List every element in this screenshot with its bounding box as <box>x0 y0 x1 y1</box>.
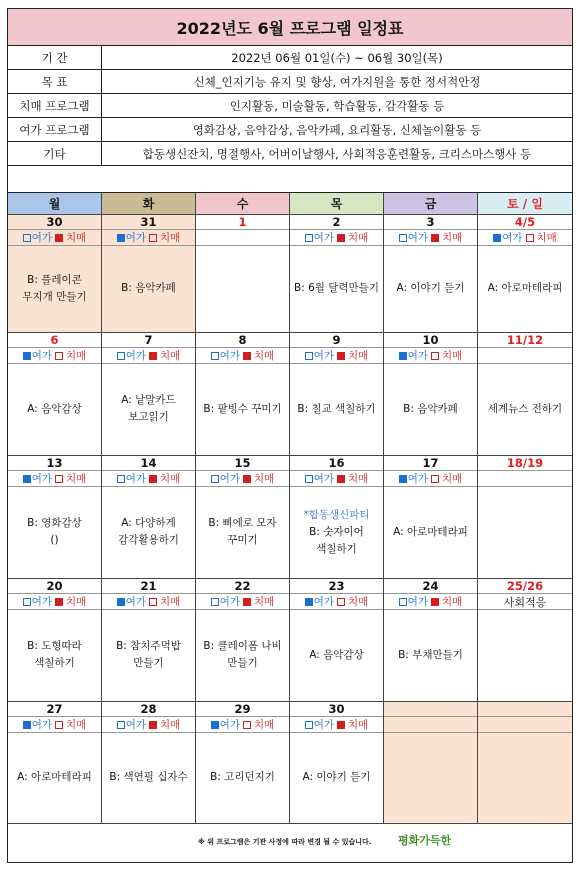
day-cell <box>8 215 102 333</box>
program-type-tag <box>102 717 195 733</box>
dementia-checkbox-icon <box>55 234 63 242</box>
info-row <box>8 118 572 142</box>
day-cell <box>478 456 572 579</box>
dementia-label: 치매 <box>160 473 181 485</box>
leisure-checkbox-icon <box>211 598 219 606</box>
program-type-tag <box>196 230 289 246</box>
activity-text: B: 칠교 색칠하기 <box>297 402 376 415</box>
day-number: 11/12 <box>478 333 572 348</box>
program-type-tag <box>478 230 572 246</box>
dementia-checkbox-icon <box>243 352 251 360</box>
dementia-checkbox-icon <box>243 475 251 483</box>
info-value: 영화감상, 음악감상, 음악카페, 요리활동, 신체놀이활동 등 <box>192 122 482 137</box>
leisure-checkbox-icon <box>399 352 407 360</box>
program-type-tag <box>290 348 383 364</box>
dementia-label: 치매 <box>442 350 463 362</box>
day-cell <box>384 215 478 333</box>
program-type-tag <box>8 594 101 610</box>
leisure-label: 여가 <box>31 473 52 485</box>
activity-text <box>478 733 572 822</box>
week-row <box>8 702 572 824</box>
info-row <box>8 94 572 118</box>
day-cell <box>384 456 478 579</box>
program-type-tag <box>196 348 289 364</box>
day-number <box>478 702 572 717</box>
activity-text: B: 클레이폼 나비 만들기 <box>203 640 282 669</box>
day-cell <box>290 579 384 702</box>
dementia-label: 치매 <box>442 473 463 485</box>
leisure-label: 여가 <box>407 473 428 485</box>
day-cell <box>102 579 196 702</box>
day-cell <box>102 702 196 824</box>
leisure-checkbox-icon <box>23 721 31 729</box>
day-cell <box>196 333 290 456</box>
day-number: 15 <box>196 456 289 471</box>
info-label: 기 간 <box>8 46 102 69</box>
leisure-checkbox-icon <box>399 475 407 483</box>
leisure-label: 여가 <box>219 473 240 485</box>
day-cell <box>290 333 384 456</box>
day-cell <box>102 456 196 579</box>
day-number: 2 <box>290 215 383 230</box>
leisure-checkbox-icon <box>211 475 219 483</box>
dementia-label: 치매 <box>66 232 87 244</box>
info-value: 2022년 06월 01일(수) ~ 06월 30일(목) <box>231 50 443 65</box>
leisure-label: 여가 <box>125 473 146 485</box>
dementia-checkbox-icon <box>431 234 439 242</box>
program-type-tag <box>196 594 289 610</box>
day-number: 3 <box>384 215 477 230</box>
day-cell <box>102 333 196 456</box>
info-label: 치매 프로그램 <box>8 94 102 117</box>
leisure-label: 여가 <box>125 719 146 731</box>
day-number: 6 <box>8 333 101 348</box>
footer-notice: ※ 위 프로그램은 기관 사정에 따라 변경 될 수 있습니다. <box>198 838 372 846</box>
activity-label: B: 숫자이어 색칠하기 <box>309 525 364 555</box>
dementia-checkbox-icon <box>337 475 345 483</box>
weekday-header <box>8 193 572 215</box>
day-cell <box>384 579 478 702</box>
dementia-label: 치매 <box>536 232 557 244</box>
program-type-tag <box>478 348 572 364</box>
day-cell <box>478 702 572 824</box>
dementia-label: 치매 <box>160 596 181 608</box>
leisure-label: 여가 <box>407 350 428 362</box>
program-type-tag: 사회적응 <box>478 594 572 610</box>
event-note: *합동생신파티 <box>303 508 370 521</box>
dementia-label: 치매 <box>254 719 275 731</box>
program-type-tag <box>196 471 289 487</box>
leisure-checkbox-icon <box>23 234 31 242</box>
dementia-label: 치매 <box>160 350 181 362</box>
day-number: 9 <box>290 333 383 348</box>
leisure-label: 여가 <box>219 350 240 362</box>
leisure-checkbox-icon <box>305 721 313 729</box>
leisure-checkbox-icon <box>117 598 125 606</box>
program-type-tag <box>478 717 572 733</box>
dementia-checkbox-icon <box>149 721 157 729</box>
activity-text: B: 음악카페 <box>403 402 458 415</box>
activity-text <box>478 610 572 700</box>
day-cell <box>196 456 290 579</box>
page-title: 2022년도 6월 프로그램 일정표 <box>8 9 572 46</box>
week-row <box>8 579 572 702</box>
day-number: 10 <box>384 333 477 348</box>
program-type-tag <box>290 594 383 610</box>
day-number <box>384 702 477 717</box>
day-cell <box>8 702 102 824</box>
dementia-label: 치매 <box>66 350 87 362</box>
program-type-tag <box>8 348 101 364</box>
day-number: 27 <box>8 702 101 717</box>
weekday-header-cell: 토 / 일 <box>478 193 572 215</box>
activity-text: A: 음악감상 <box>309 648 364 661</box>
leisure-checkbox-icon <box>493 234 501 242</box>
activity-text: B: 영화감상 () <box>27 517 82 546</box>
leisure-label: 여가 <box>219 719 240 731</box>
dementia-label: 치매 <box>348 232 369 244</box>
day-cell <box>8 333 102 456</box>
program-type-tag <box>102 348 195 364</box>
day-cell <box>196 215 290 333</box>
leisure-checkbox-icon <box>399 234 407 242</box>
day-number: 24 <box>384 579 477 594</box>
activity-text: B: 참치주먹밥 만들기 <box>116 640 181 669</box>
info-table <box>8 46 572 166</box>
day-cell <box>196 579 290 702</box>
dementia-label: 치매 <box>66 596 87 608</box>
day-number: 23 <box>290 579 383 594</box>
day-cell <box>384 702 478 824</box>
program-type-tag <box>290 471 383 487</box>
dementia-checkbox-icon <box>55 352 63 360</box>
weekday-header-cell: 월 <box>8 193 102 215</box>
day-cell <box>8 456 102 579</box>
leisure-label: 여가 <box>31 596 52 608</box>
activity-text <box>290 487 383 577</box>
dementia-checkbox-icon <box>337 234 345 242</box>
activity-text <box>478 487 572 577</box>
day-number: 4/5 <box>478 215 572 230</box>
day-number: 14 <box>102 456 195 471</box>
activity-text: A: 낱말카드 보고읽기 <box>121 394 176 423</box>
day-number: 13 <box>8 456 101 471</box>
activity-text: A: 다양하게 감각활용하기 <box>118 517 179 546</box>
day-number: 28 <box>102 702 195 717</box>
info-row <box>8 142 572 166</box>
dementia-label: 치매 <box>254 350 275 362</box>
leisure-checkbox-icon <box>23 475 31 483</box>
leisure-checkbox-icon <box>117 234 125 242</box>
leisure-label: 여가 <box>407 232 428 244</box>
dementia-label: 치매 <box>442 232 463 244</box>
dementia-label: 치매 <box>348 350 369 362</box>
footer <box>8 824 572 862</box>
leisure-label: 여가 <box>313 719 334 731</box>
leisure-checkbox-icon <box>117 352 125 360</box>
weekday-header-cell: 목 <box>290 193 384 215</box>
activity-text: B: 6월 달력만들기 <box>294 282 379 294</box>
program-type-tag <box>102 594 195 610</box>
activity-text: B: 삐에로 모자 꾸미기 <box>208 517 277 546</box>
dementia-checkbox-icon <box>149 234 157 242</box>
leisure-checkbox-icon <box>305 234 313 242</box>
day-number: 8 <box>196 333 289 348</box>
leisure-label: 여가 <box>502 232 523 244</box>
day-number: 18/19 <box>478 456 572 471</box>
info-value: 인지활동, 미술활동, 학습활동, 감각활동 등 <box>229 98 445 113</box>
leisure-label: 여가 <box>31 719 52 731</box>
week-row <box>8 215 572 333</box>
activity-text: B: 음악카페 <box>121 282 176 294</box>
dementia-checkbox-icon <box>243 721 251 729</box>
dementia-label: 치매 <box>254 473 275 485</box>
activity-text: B: 부채만들기 <box>398 648 463 661</box>
center-logo: 평화가득한 <box>398 834 452 847</box>
dementia-checkbox-icon <box>55 721 63 729</box>
leisure-checkbox-icon <box>211 721 219 729</box>
dementia-label: 치매 <box>66 473 87 485</box>
program-type-tag <box>384 348 477 364</box>
leisure-checkbox-icon <box>117 475 125 483</box>
day-number: 20 <box>8 579 101 594</box>
day-number: 29 <box>196 702 289 717</box>
leisure-label: 여가 <box>125 232 146 244</box>
day-cell <box>384 333 478 456</box>
activity-text <box>196 246 289 331</box>
dementia-checkbox-icon <box>431 475 439 483</box>
leisure-label: 여가 <box>313 350 334 362</box>
program-type-tag <box>478 471 572 487</box>
program-type-tag <box>290 717 383 733</box>
day-number: 1 <box>196 215 289 230</box>
dementia-checkbox-icon <box>337 352 345 360</box>
dementia-label: 치매 <box>66 719 87 731</box>
weekday-header-cell: 수 <box>196 193 290 215</box>
day-cell <box>478 579 572 702</box>
dementia-checkbox-icon <box>55 598 63 606</box>
day-number: 25/26 <box>478 579 572 594</box>
leisure-checkbox-icon <box>211 352 219 360</box>
dementia-checkbox-icon <box>243 598 251 606</box>
leisure-checkbox-icon <box>23 352 31 360</box>
day-cell <box>478 215 572 333</box>
activity-text: A: 이야기 듣기 <box>302 771 371 783</box>
info-label: 기타 <box>8 142 102 165</box>
leisure-label: 여가 <box>313 596 334 608</box>
info-value: 합동생신잔치, 명절행사, 어버이날행사, 사회적응훈련활동, 크리스마스행사 등 <box>142 146 532 161</box>
activity-text: B: 플레이콘 무지개 만들기 <box>22 273 87 303</box>
activity-text <box>384 733 477 822</box>
schedule-sheet <box>7 8 573 863</box>
leisure-label: 여가 <box>125 596 146 608</box>
program-type-tag <box>8 717 101 733</box>
calendar-body <box>8 215 572 824</box>
leisure-label: 여가 <box>313 232 334 244</box>
program-type-tag <box>384 471 477 487</box>
program-type-tag <box>290 230 383 246</box>
dementia-label: 치매 <box>348 719 369 731</box>
day-cell <box>8 579 102 702</box>
day-number: 7 <box>102 333 195 348</box>
dementia-label: 치매 <box>442 596 463 608</box>
dementia-checkbox-icon <box>431 352 439 360</box>
dementia-label: 치매 <box>348 473 369 485</box>
dementia-checkbox-icon <box>337 598 345 606</box>
dementia-checkbox-icon <box>149 598 157 606</box>
leisure-checkbox-icon <box>399 598 407 606</box>
activity-text: B: 색연필 십자수 <box>109 771 188 783</box>
dementia-checkbox-icon <box>526 234 534 242</box>
leisure-label: 여가 <box>31 350 52 362</box>
dementia-checkbox-icon <box>149 475 157 483</box>
dementia-label: 치매 <box>348 596 369 608</box>
day-cell <box>102 215 196 333</box>
day-number: 31 <box>102 215 195 230</box>
week-row <box>8 456 572 579</box>
day-cell <box>290 456 384 579</box>
dementia-checkbox-icon <box>55 475 63 483</box>
day-number: 16 <box>290 456 383 471</box>
dementia-label: 치매 <box>160 719 181 731</box>
dementia-checkbox-icon <box>431 598 439 606</box>
leisure-checkbox-icon <box>117 721 125 729</box>
week-row <box>8 333 572 456</box>
leisure-label: 여가 <box>313 473 334 485</box>
activity-text: B: 도형따라 색칠하기 <box>27 640 82 669</box>
program-type-tag <box>384 717 477 733</box>
program-type-tag <box>102 230 195 246</box>
day-cell <box>290 702 384 824</box>
dementia-label: 치매 <box>160 232 181 244</box>
dementia-label: 치매 <box>254 596 275 608</box>
activity-text: A: 아로마테라피 <box>393 525 468 538</box>
dementia-checkbox-icon <box>149 352 157 360</box>
leisure-checkbox-icon <box>305 598 313 606</box>
program-type-tag <box>196 717 289 733</box>
day-number: 17 <box>384 456 477 471</box>
info-row <box>8 46 572 70</box>
info-label: 여가 프로그램 <box>8 118 102 141</box>
spacer-row <box>8 166 572 193</box>
info-label: 목 표 <box>8 70 102 93</box>
program-type-tag <box>384 594 477 610</box>
activity-text: A: 아로마테라피 <box>487 282 563 294</box>
program-type-tag <box>8 471 101 487</box>
day-cell <box>478 333 572 456</box>
leisure-checkbox-icon <box>23 598 31 606</box>
leisure-label: 여가 <box>219 596 240 608</box>
activity-text: A: 이야기 듣기 <box>396 282 465 294</box>
weekday-header-cell: 화 <box>102 193 196 215</box>
dementia-checkbox-icon <box>337 721 345 729</box>
leisure-label: 여가 <box>407 596 428 608</box>
weekday-header-cell: 금 <box>384 193 478 215</box>
day-cell <box>196 702 290 824</box>
program-type-tag <box>384 230 477 246</box>
activity-text: B: 고리던지기 <box>210 771 275 783</box>
program-type-tag <box>8 230 101 246</box>
leisure-checkbox-icon <box>305 475 313 483</box>
program-type-tag <box>102 471 195 487</box>
day-number: 22 <box>196 579 289 594</box>
day-number: 30 <box>8 215 101 230</box>
activity-text: A: 음악감상 <box>27 402 82 415</box>
activity-text: 세계뉴스 전하기 <box>487 402 563 415</box>
day-number: 21 <box>102 579 195 594</box>
activity-text: A: 아로마테라피 <box>17 771 92 783</box>
activity-text: B: 팥빙수 꾸미기 <box>203 402 282 415</box>
info-row <box>8 70 572 94</box>
day-number: 30 <box>290 702 383 717</box>
info-value: 신체_인지기능 유지 및 향상, 여가지원을 통한 정서적안정 <box>193 74 481 89</box>
leisure-checkbox-icon <box>305 352 313 360</box>
leisure-label: 여가 <box>31 232 52 244</box>
day-cell <box>290 215 384 333</box>
leisure-label: 여가 <box>125 350 146 362</box>
